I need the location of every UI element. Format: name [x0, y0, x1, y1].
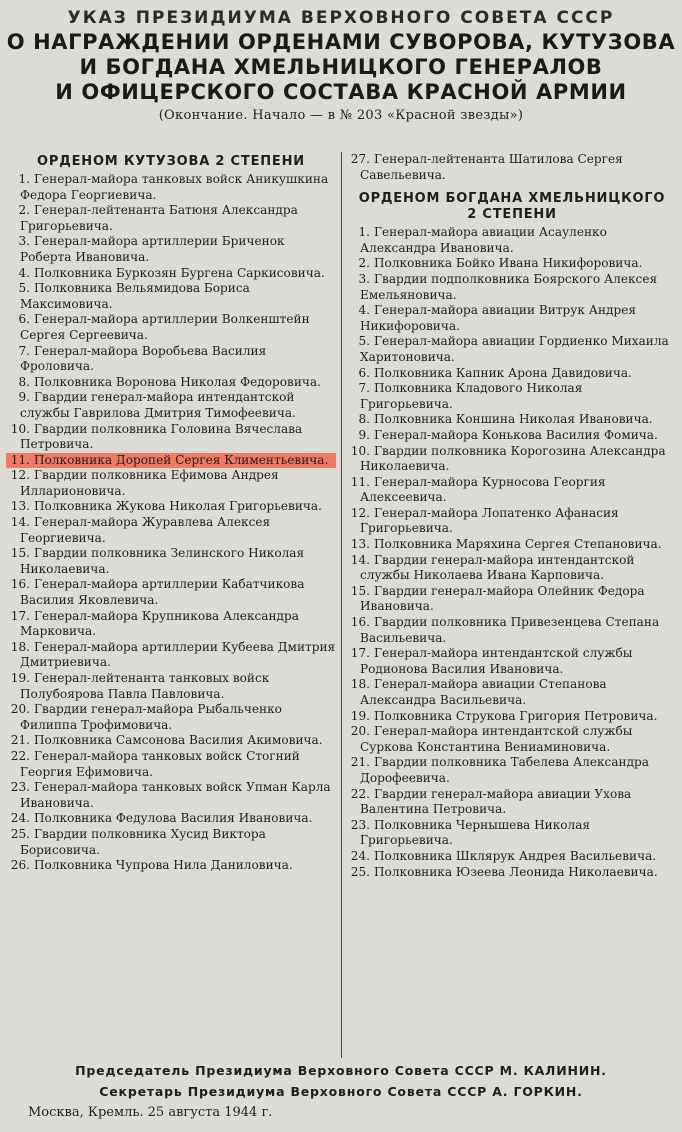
list-item [6, 749, 336, 780]
right-column [346, 152, 678, 880]
item-text: Гвардии генерал-майора интендантской службы Гаврилова Дмитрия Тимофеевича. [20, 390, 296, 420]
item-number: 22. [10, 748, 30, 763]
list-item [346, 724, 678, 755]
list-item [6, 344, 336, 375]
item-number: 24. [350, 848, 370, 863]
list-item [346, 381, 678, 412]
list-item [6, 312, 336, 343]
item-text: Генерал-майора авиации Витрук Андрея Никифоровича. [360, 303, 636, 333]
item-text: Генерал-майора Лопатенко Афанасия Григорьевича. [360, 505, 619, 536]
list-item [6, 390, 336, 421]
list-item [6, 671, 336, 702]
item-number: 22. [350, 786, 370, 801]
item-number: 26. [10, 858, 30, 873]
list-item [346, 865, 678, 881]
list-item [6, 375, 336, 391]
item-text: Гвардии полковника Привезенцева Степана Васильевича. [360, 615, 660, 645]
list-item [346, 709, 678, 725]
list-item [6, 172, 336, 203]
item-text: Полковника Коншина Николая Ивановича. [374, 412, 653, 427]
item-number: 12. [10, 468, 30, 483]
item-text: Генерал-майора артиллерии Волкенштейн Сергея Сергеевича. [20, 312, 310, 342]
item-number: 19. [350, 708, 370, 723]
list-item-highlighted [6, 453, 336, 469]
item-number: 7. [18, 343, 30, 358]
list-item [6, 858, 336, 874]
list-item [346, 787, 678, 818]
item-text: Гвардии подполковника Боярского Алексея Емельяновича. [360, 271, 658, 302]
item-text: Генерал-майора Воробьева Василия Фроловича. [20, 343, 267, 374]
decree-footer [0, 1060, 682, 1124]
item-text: Полковника Струкова Григория Петровича. [374, 708, 658, 723]
list-item [6, 811, 336, 827]
item-number: 5. [18, 281, 30, 296]
item-text: Генерал-майора интендантской службы Родионова Василия Ивановича. [360, 646, 633, 676]
list-item [6, 640, 336, 671]
list-item [6, 515, 336, 546]
list-item [346, 584, 678, 615]
section-line-1: ОРДЕНОМ БОГДАНА ХМЕЛЬНИЦКОГО [358, 191, 666, 207]
list-item [346, 818, 678, 849]
item-number: 21. [350, 755, 370, 770]
item-number: 13. [350, 537, 370, 552]
item-number: 10. [350, 443, 370, 458]
list-item [6, 780, 336, 811]
item-number: 3. [358, 271, 370, 286]
item-text: Гвардии полковника Хусид Виктора Борисовича. [20, 826, 266, 857]
item-number: 18. [350, 677, 370, 692]
section-kutuzov-heading: ОРДЕНОМ КУТУЗОВА 2 СТЕПЕНИ [37, 154, 305, 169]
item-text: Гвардии генерал-майора Рыбальченко Филиппа Трофимовича. [20, 702, 282, 732]
list-item [346, 272, 678, 303]
item-text: Полковника Маряхина Сергея Степановича. [374, 537, 662, 552]
section-line-2: 2 СТЕПЕНИ [467, 207, 557, 223]
item-number: 25. [350, 864, 370, 879]
list-item [346, 412, 678, 428]
item-number: 1. [358, 225, 370, 240]
list-item [6, 234, 336, 265]
item-text: Гвардии полковника Табелева Александра Дорофеевича. [360, 755, 650, 785]
left-column [6, 152, 336, 874]
item-number: 16. [350, 615, 370, 630]
item-number: 5. [358, 334, 370, 349]
list-item [6, 468, 336, 499]
item-number: 24. [10, 811, 30, 826]
item-number: 9. [358, 427, 370, 442]
list-item [346, 428, 678, 444]
list-item [346, 615, 678, 646]
list-item [346, 537, 678, 553]
list-item [346, 553, 678, 584]
item-text: Полковника Чупрова Нила Даниловича. [34, 858, 293, 873]
item-text: Генерал-майора артиллерии Бриченок Роберта Ивановича. [20, 234, 285, 264]
list-item [6, 546, 336, 577]
list-item [346, 646, 678, 677]
item-number: 16. [10, 577, 30, 592]
list-item [6, 203, 336, 234]
item-number: 2. [358, 256, 370, 271]
section-khmelnitsky-heading [346, 191, 678, 223]
item-number: 8. [358, 412, 370, 427]
item-text: Генерал-майора танковых войск Аникушкина Федора Георгиевича. [20, 172, 329, 202]
item-text: Генерал-майора авиации Степанова Александра Васильевича. [360, 677, 607, 707]
item-text: Гвардии полковника Зелинского Николая Николаевича. [20, 546, 305, 576]
item-number: 12. [350, 505, 370, 520]
item-text: Генерал-майора артиллерии Кабатчикова Василия Яковлевича. [20, 577, 305, 608]
place-date: Москва, Кремль. 25 августа 1944 г. [28, 1105, 273, 1120]
list-item [346, 444, 678, 475]
list-item [6, 281, 336, 312]
item-text: Полковника Самсонова Василия Акимовича. [34, 733, 323, 748]
item-number: 6. [18, 312, 30, 327]
item-number: 17. [10, 608, 30, 623]
item-text: Полковника Чернышева Николая Григорьевича. [360, 817, 591, 848]
list-item [6, 499, 336, 515]
list-item [346, 755, 678, 786]
list-item [346, 256, 678, 272]
item-number: 3. [18, 234, 30, 249]
item-text: Гвардии генерал-майора авиации Ухова Валентина Петровича. [360, 786, 632, 817]
list-item [346, 152, 678, 183]
item-text: Генерал-майора танковых войск Упман Карла Ивановича. [20, 780, 331, 810]
list-item [6, 827, 336, 858]
award-columns [0, 152, 682, 1058]
item-text: Генерал-майора интендантской службы Суркова Константина Вениаминовича. [360, 724, 633, 754]
decree-title [0, 30, 682, 105]
item-text: Полковника Воронова Николая Федоровича. [34, 374, 321, 389]
item-number: 1. [18, 172, 30, 186]
item-text: Генерал-лейтенанта Шатилова Сергея Савельевича. [360, 152, 623, 182]
item-number: 6. [358, 365, 370, 380]
item-text: Гвардии полковника Головина Вячеслава Петровича. [20, 421, 303, 452]
item-text: Генерал-майора авиации Асауленко Александра Ивановича. [360, 225, 607, 255]
item-text: Генерал-майора артиллерии Кубеева Дмитрия Дмитриевича. [20, 639, 336, 670]
khmelnitsky-list [346, 225, 678, 880]
kutuzov-list [6, 172, 336, 874]
chairman-signature: Председатель Президиума Верховного Совета СССР М. КАЛИНИН. [75, 1063, 607, 1078]
item-number: 11. [10, 452, 30, 467]
item-number: 23. [10, 780, 30, 795]
item-text: Генерал-майора Конькова Василия Фомича. [374, 427, 658, 442]
item-number: 25. [10, 826, 30, 841]
list-item [346, 506, 678, 537]
item-number: 14. [350, 552, 370, 567]
item-text: Гвардии генерал-майора Олейник Федора Ивановича. [360, 583, 645, 614]
item-text: Генерал-майора авиации Гордиенко Михаила Харитоновича. [360, 334, 669, 364]
item-number: 4. [358, 303, 370, 318]
item-number: 27. [350, 152, 370, 166]
decree-subtitle: (Окончание. Начало — в № 203 «Красной звезды») [158, 108, 524, 123]
list-item [346, 849, 678, 865]
item-text: Полковника Вельямидова Бориса Максимовича. [20, 281, 250, 311]
list-item [6, 702, 336, 733]
item-number: 14. [10, 515, 30, 530]
list-item [346, 677, 678, 708]
item-text: Полковника Юзеева Леонида Николаевича. [374, 864, 658, 879]
item-text: Генерал-лейтенанта Батюня Александра Григорьевича. [20, 203, 298, 233]
item-number: 8. [18, 374, 30, 389]
item-text: Гвардии генерал-майора интендантской службы Николаева Ивана Карповича. [360, 552, 635, 583]
item-text: Полковника Капник Арона Давидовича. [374, 365, 632, 380]
item-number: 15. [10, 546, 30, 561]
item-text: Гвардии полковника Корогозина Александра Николаевича. [360, 443, 666, 474]
item-text: Полковника Бойко Ивана Никифоровича. [374, 256, 643, 271]
item-number: 15. [350, 583, 370, 598]
secretary-signature: Секретарь Президиума Верховного Совета СССР А. ГОРКИН. [99, 1084, 583, 1099]
item-text: Полковника Доропей Сергея Климентьевича. [34, 452, 329, 467]
item-number: 9. [18, 390, 30, 405]
item-number: 21. [10, 733, 30, 748]
column-divider [341, 152, 342, 1058]
item-number: 19. [10, 671, 30, 685]
title-line-1: О НАГРАЖДЕНИИ ОРДЕНАМИ СУВОРОВА, КУТУЗОВА [6, 30, 676, 54]
item-number: 11. [350, 474, 370, 489]
item-text: Генерал-майора Курносова Георгия Алексеевича. [360, 474, 606, 505]
item-text: Генерал-майора Журавлева Алексея Георгиевича. [20, 515, 271, 545]
list-item [6, 733, 336, 749]
title-line-3: И ОФИЦЕРСКОГО СОСТАВА КРАСНОЙ АРМИИ [55, 80, 627, 104]
item-number: 7. [358, 381, 370, 396]
list-item [346, 366, 678, 382]
list-item [6, 422, 336, 453]
list-item [346, 303, 678, 334]
item-text: Полковника Буркозян Бургена Саркисовича. [34, 265, 325, 280]
list-item [6, 577, 336, 608]
decree-heading: УКАЗ ПРЕЗИДИУМА ВЕРХОВНОГО СОВЕТА СССР [67, 8, 615, 28]
list-item [346, 225, 678, 256]
item-text: Генерал-майора Крупникова Александра Марковича. [20, 608, 299, 639]
list-item [346, 475, 678, 506]
list-item [6, 609, 336, 640]
item-text: Генерал-лейтенанта танковых войск Полубоярова Павла Павловича. [20, 671, 270, 701]
item-number: 20. [350, 724, 370, 739]
item-number: 23. [350, 817, 370, 832]
item-text: Полковника Жукова Николая Григорьевича. [34, 499, 322, 514]
item-number: 4. [18, 265, 30, 280]
item-text: Полковника Федулова Василия Ивановича. [34, 811, 313, 826]
item-number: 20. [10, 702, 30, 717]
item-text: Полковника Шклярук Андрея Васильевича. [374, 848, 657, 863]
item-number: 2. [18, 203, 30, 218]
item-text: Гвардии полковника Ефимова Андрея Илларионовича. [20, 468, 279, 498]
item-number: 10. [10, 421, 30, 436]
item-number: 18. [10, 639, 30, 654]
item-text: Генерал-майора танковых войск Стогний Георгия Ефимовича. [20, 748, 300, 779]
list-item [346, 334, 678, 365]
item-number: 13. [10, 499, 30, 514]
list-item [6, 266, 336, 282]
item-text: Полковника Кладового Николая Григорьевича. [360, 381, 583, 411]
item-number: 17. [350, 646, 370, 661]
kutuzov-list-continued [346, 152, 678, 183]
title-line-2: И БОГДАНА ХМЕЛЬНИЦКОГО ГЕНЕРАЛОВ [79, 55, 603, 79]
decree-header [0, 8, 682, 123]
